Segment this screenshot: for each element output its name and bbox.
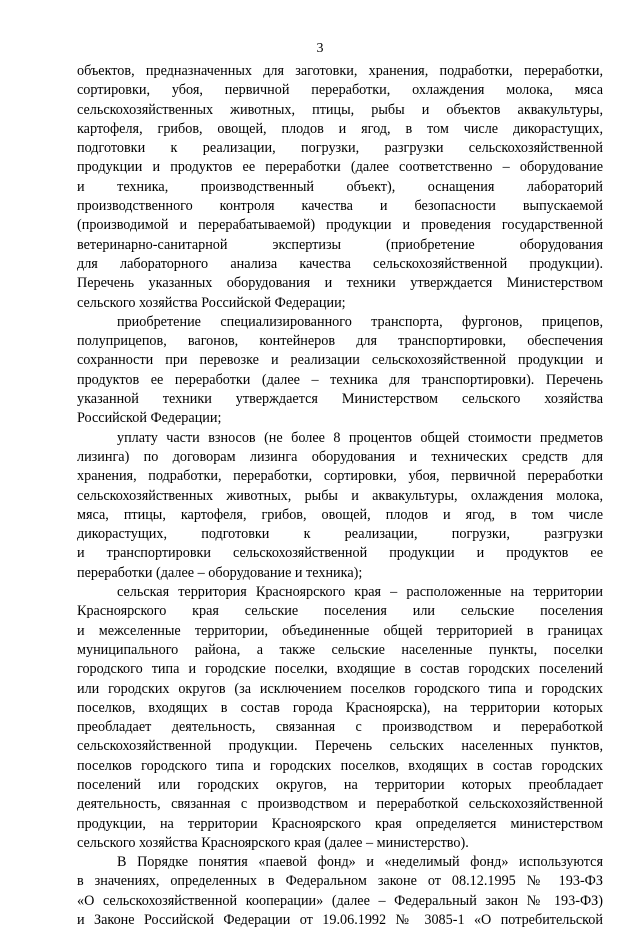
text-line: Перечень указанных оборудования и техники утверждается Министерством [77, 275, 603, 292]
text-line: продукции, на территории Красноярского края определяется министерством [77, 815, 603, 832]
text-line: поселений или городских округов, на территории которых преобладает [77, 776, 603, 793]
text-line: продуктов ее переработки (далее – техника для транспортировки). Перечень [77, 371, 603, 388]
paragraph [77, 313, 603, 429]
paragraph [77, 62, 603, 313]
paragraph [77, 853, 603, 930]
text-line: указанной техники утверждается Министерством сельского хозяйства [77, 391, 603, 408]
text-line: сельского хозяйства Российской Федерации; [77, 294, 346, 311]
text-line: уплату части взносов (не более 8 процентов общей стоимости предметов [117, 429, 603, 446]
paragraph [77, 429, 603, 583]
text-line: Красноярского края сельские поселения или сельские поселения [77, 603, 603, 620]
text-line: хранения, подработки, переработки, сортировки, убоя, первичной переработки [77, 468, 603, 485]
text-line: «О сельскохозяйственной кооперации» (далее – Федеральный закон № 193-ФЗ) [77, 892, 603, 909]
text-line: сельскохозяйственных животных, рыбы и аквакультуры, охлаждения молока, [77, 487, 603, 504]
text-line: деятельность, связанная с производством и переработкой сельскохозяйственной [77, 796, 603, 813]
text-line: сельскохозяйственной продукции. Перечень сельских населенных пунктов, [77, 738, 603, 755]
text-line: в значениях, определенных в Федеральном законе от 08.12.1995 № 193-ФЗ [77, 873, 603, 890]
text-line: и межселенные территории, объединенные общей территорией в границах [77, 622, 603, 639]
text-line: мяса, птицы, картофеля, грибов, овощей, плодов и ягод, в том числе [77, 506, 603, 523]
text-line: преобладает деятельность, связанная с производством и переработкой [77, 719, 603, 736]
text-line: или городских округов (за исключением поселков городского типа и городских [77, 680, 603, 697]
text-line: ветеринарно-санитарной экспертизы (приобретение оборудования [77, 236, 603, 253]
text-line: производственного контроля качества и безопасности выпускаемой [77, 198, 603, 215]
text-line: подготовки к реализации, погрузки, разгрузки сельскохозяйственной [77, 140, 603, 157]
text-line: и техника, производственный объект), оснащения лабораторий [77, 178, 603, 195]
text-line: Российской Федерации; [77, 410, 222, 427]
text-line: сохранности при перевозке и реализации сельскохозяйственной продукции и [77, 352, 603, 369]
text-line: и транспортировки сельскохозяйственной продукции и продуктов ее [77, 545, 603, 562]
text-line: лизинга) по договорам лизинга оборудования и технических средств для [77, 448, 603, 465]
text-line: сортировки, убоя, первичной переработки, охлаждения молока, мяса [77, 82, 603, 99]
paragraph [77, 583, 603, 853]
document-body [77, 62, 603, 930]
text-line: поселков, входящих в состав города Красноярска), на территории которых [77, 699, 603, 716]
page-number: 3 [316, 41, 324, 56]
text-line: картофеля, грибов, овощей, плодов и ягод, в том числе дикорастущих, [77, 120, 603, 137]
text-line: полуприцепов, вагонов, контейнеров для транспортировки, обеспечения [77, 333, 603, 350]
text-line: переработки (далее – оборудование и техника); [77, 564, 363, 581]
text-line: муниципального района, а также сельские населенные пункты, поселки [77, 641, 603, 658]
text-line: и Законе Российской Федерации от 19.06.1992 № 3085-1 «О потребительской [77, 912, 603, 929]
text-line: дикорастущих, подготовки к реализации, погрузки, разгрузки [77, 526, 603, 543]
text-line: поселков городского типа и городских поселков, входящих в состав городских [77, 757, 603, 774]
text-line: В Порядке понятия «паевой фонд» и «неделимый фонд» используются [117, 854, 603, 871]
text-line: приобретение специализированного транспорта, фургонов, прицепов, [117, 313, 603, 330]
text-line: объектов, предназначенных для заготовки, хранения, подработки, переработки, [77, 63, 603, 79]
text-line: сельская территория Красноярского края – расположенные на территории [117, 584, 603, 601]
text-line: городского типа и городские поселки, входящие в состав городских поселений [77, 661, 603, 678]
text-line: сельского хозяйства Красноярского края (далее – министерство). [77, 834, 469, 851]
text-line: для лабораторного анализа качества сельскохозяйственной продукции). [77, 255, 603, 272]
text-line: сельскохозяйственных животных, птицы, рыбы и объектов аквакультуры, [77, 101, 603, 118]
text-line: (производимой и перерабатываемой) продукции и проведения государственной [77, 217, 603, 234]
text-line: продукции и продуктов ее переработки (далее соответственно – оборудование [77, 159, 603, 176]
